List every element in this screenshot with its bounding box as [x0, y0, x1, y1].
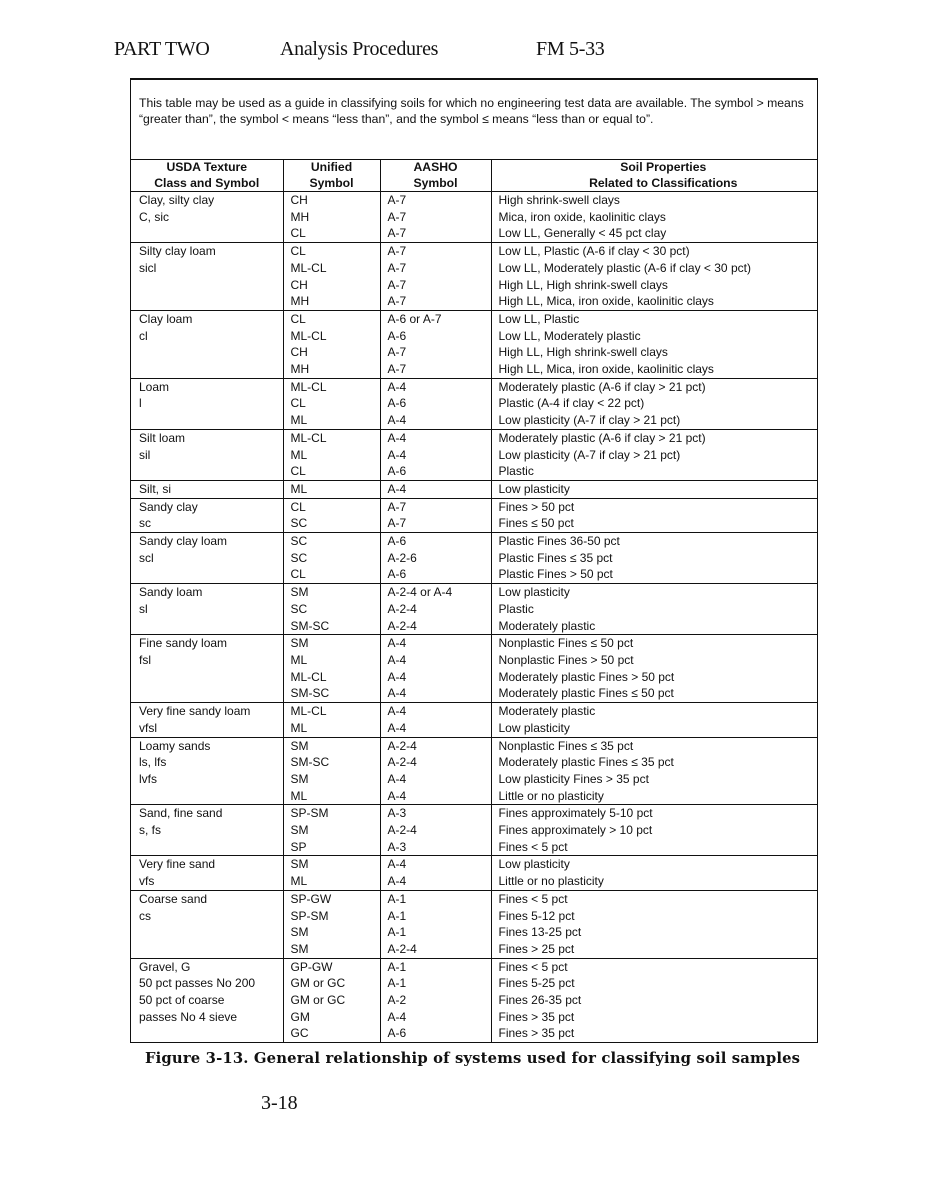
- cell-unified: SM-SC: [283, 618, 380, 635]
- cell-usda: [131, 225, 283, 242]
- cell-usda: Clay, silty clay: [139, 193, 215, 207]
- cell-unified: SM-SC: [283, 754, 380, 771]
- table-row: [131, 225, 817, 242]
- cell-properties: High LL, High shrink-swell clays: [491, 277, 817, 294]
- cell-properties: Nonplastic Fines > 50 pct: [491, 652, 817, 669]
- cell-aasho: A-2-4: [380, 822, 491, 839]
- cell-aasho: A-7: [380, 361, 491, 378]
- cell-usda: [131, 361, 283, 378]
- table-row: [131, 584, 817, 601]
- cell-aasho: A-4: [380, 652, 491, 669]
- cell-properties: Plastic Fines ≤ 35 pct: [491, 550, 817, 567]
- cell-usda: passes No 4 sieve: [139, 1009, 238, 1024]
- cell-usda: C, sic: [139, 209, 169, 224]
- cell-properties: Low plasticity Fines > 35 pct: [491, 771, 817, 788]
- table-row: [131, 635, 817, 652]
- cell-aasho: A-6 or A-7: [380, 310, 491, 327]
- cell-unified: CL: [283, 566, 380, 583]
- table-row: [131, 277, 817, 294]
- cell-properties: Moderately plastic: [491, 618, 817, 635]
- cell-unified: SM-SC: [283, 685, 380, 702]
- cell-unified: SC: [283, 550, 380, 567]
- cell-properties: Fines > 50 pct: [491, 498, 817, 515]
- cell-properties: Fines < 5 pct: [491, 958, 817, 975]
- cell-aasho: A-4: [380, 873, 491, 890]
- cell-unified: ML: [283, 652, 380, 669]
- cell-unified: CL: [283, 498, 380, 515]
- cell-usda: sil: [139, 447, 151, 462]
- cell-usda: Gravel, G: [131, 958, 283, 975]
- table-row: [131, 924, 817, 941]
- table-row: [131, 260, 817, 277]
- cell-aasho: A-6: [380, 566, 491, 583]
- header-part: PART TWO: [114, 38, 210, 60]
- cell-unified: ML: [283, 412, 380, 429]
- cell-usda: Sand, fine sand: [131, 805, 283, 822]
- cell-properties: Low LL, Plastic: [491, 310, 817, 327]
- cell-usda: [131, 788, 283, 805]
- cell-properties: Fines approximately 5-10 pct: [491, 805, 817, 822]
- table-row: [131, 685, 817, 702]
- table-row: [131, 975, 817, 992]
- column-header-aasho: AASHO Symbol: [380, 160, 491, 192]
- cell-properties: Moderately plastic Fines ≤ 50 pct: [491, 685, 817, 702]
- table-row: [131, 480, 817, 498]
- cell-usda: Sandy loam: [131, 584, 283, 601]
- cell-unified: ML: [283, 788, 380, 805]
- table-row: [131, 941, 817, 958]
- cell-aasho: A-7: [380, 209, 491, 226]
- page-number: 3-18: [261, 1092, 298, 1114]
- cell-unified: ML-CL: [283, 378, 380, 395]
- table-row: [131, 550, 817, 567]
- table-row: [131, 720, 817, 737]
- cell-usda: [131, 685, 283, 702]
- cell-usda: [131, 463, 283, 480]
- cell-aasho: A-1: [380, 890, 491, 907]
- cell-usda: [131, 293, 283, 310]
- cell-properties: Fines 13-25 pct: [491, 924, 817, 941]
- cell-unified: GM or GC: [283, 992, 380, 1009]
- cell-properties: Low plasticity: [491, 584, 817, 601]
- cell-unified: ML: [283, 720, 380, 737]
- cell-unified: SM: [283, 924, 380, 941]
- cell-usda: cl: [139, 328, 148, 343]
- cell-aasho: A-7: [380, 515, 491, 532]
- column-header-usda: USDA Texture Class and Symbol: [131, 160, 283, 192]
- table-row: [131, 378, 817, 395]
- cell-unified: CL: [283, 310, 380, 327]
- cell-properties: Nonplastic Fines ≤ 35 pct: [491, 737, 817, 754]
- cell-aasho: A-2-4: [380, 941, 491, 958]
- table-row: [131, 209, 817, 226]
- header-manual: FM 5-33: [536, 38, 605, 60]
- table-row: [131, 344, 817, 361]
- table-row: [131, 361, 817, 378]
- table-row: [131, 652, 817, 669]
- cell-unified: SC: [283, 515, 380, 532]
- table-row: [131, 703, 817, 720]
- cell-unified: MH: [283, 361, 380, 378]
- cell-unified: ML: [283, 447, 380, 464]
- cell-usda: Loam: [131, 378, 283, 395]
- column-header-properties: Soil Properties Related to Classifications: [491, 160, 817, 192]
- table-row: [131, 429, 817, 446]
- cell-properties: Fines 26-35 pct: [491, 992, 817, 1009]
- table-row: [131, 839, 817, 856]
- cell-properties: Mica, iron oxide, kaolinitic clays: [491, 209, 817, 226]
- cell-usda: sicl: [139, 260, 157, 275]
- cell-properties: Moderately plastic Fines ≤ 35 pct: [491, 754, 817, 771]
- cell-properties: Low plasticity (A-7 if clay > 21 pct): [491, 412, 817, 429]
- table-row: [131, 805, 817, 822]
- cell-properties: High LL, Mica, iron oxide, kaolinitic clays: [491, 361, 817, 378]
- cell-unified: SP: [283, 839, 380, 856]
- cell-aasho: A-7: [380, 293, 491, 310]
- table-row: [131, 856, 817, 873]
- cell-usda: fsl: [139, 652, 151, 667]
- cell-aasho: A-3: [380, 839, 491, 856]
- cell-properties: Fines > 35 pct: [491, 1009, 817, 1026]
- cell-unified: CL: [283, 463, 380, 480]
- cell-aasho: A-2-6: [380, 550, 491, 567]
- cell-aasho: A-4: [380, 1009, 491, 1026]
- table-row: [131, 395, 817, 412]
- table-row: [131, 908, 817, 925]
- table-row: [131, 192, 817, 209]
- cell-usda: [131, 941, 283, 958]
- cell-properties: Plastic: [491, 601, 817, 618]
- cell-unified: CH: [283, 192, 380, 209]
- cell-aasho: A-7: [380, 225, 491, 242]
- cell-aasho: A-2-4: [380, 618, 491, 635]
- cell-usda: Fine sandy loam: [131, 635, 283, 652]
- figure-caption: Figure 3-13. General relationship of systems used for classifying soil samples: [145, 1050, 801, 1067]
- cell-aasho: A-2: [380, 992, 491, 1009]
- table-row: [131, 890, 817, 907]
- cell-aasho: A-6: [380, 1025, 491, 1042]
- cell-aasho: A-3: [380, 805, 491, 822]
- cell-unified: SM: [283, 771, 380, 788]
- cell-usda: 50 pct of coarse: [139, 993, 225, 1008]
- table-row: [131, 293, 817, 310]
- cell-unified: SC: [283, 533, 380, 550]
- cell-properties: Moderately plastic Fines > 50 pct: [491, 669, 817, 686]
- cell-usda: scl: [139, 550, 154, 565]
- table-row: [131, 515, 817, 532]
- soil-classification-figure: [130, 78, 818, 1043]
- cell-usda: Sandy clay: [131, 498, 283, 515]
- cell-properties: High shrink-swell clays: [491, 192, 817, 209]
- cell-aasho: A-7: [380, 498, 491, 515]
- cell-unified: ML-CL: [283, 260, 380, 277]
- table-body: [131, 192, 817, 1043]
- cell-properties: Low plasticity: [491, 856, 817, 873]
- cell-aasho: A-1: [380, 958, 491, 975]
- table-row: [131, 463, 817, 480]
- table-row: [131, 1025, 817, 1042]
- cell-aasho: A-7: [380, 344, 491, 361]
- cell-usda: Loamy sands: [131, 737, 283, 754]
- table-row: [131, 873, 817, 890]
- cell-properties: Fines ≤ 50 pct: [491, 515, 817, 532]
- table-row: [131, 533, 817, 550]
- table-row: [131, 618, 817, 635]
- cell-aasho: A-1: [380, 924, 491, 941]
- cell-properties: High LL, High shrink-swell clays: [491, 344, 817, 361]
- cell-unified: SM: [283, 822, 380, 839]
- table-row: [131, 754, 817, 771]
- cell-aasho: A-2-4 or A-4: [380, 584, 491, 601]
- cell-aasho: A-2-4: [380, 737, 491, 754]
- cell-aasho: A-4: [380, 635, 491, 652]
- cell-unified: GM or GC: [283, 975, 380, 992]
- cell-properties: Moderately plastic (A-6 if clay > 21 pct): [491, 429, 817, 446]
- cell-usda: [131, 344, 283, 361]
- cell-properties: Low plasticity: [491, 720, 817, 737]
- cell-unified: CL: [283, 395, 380, 412]
- cell-aasho: A-4: [380, 685, 491, 702]
- cell-usda: ls, lfs: [139, 755, 167, 770]
- cell-aasho: A-1: [380, 908, 491, 925]
- cell-aasho: A-4: [380, 720, 491, 737]
- cell-unified: ML-CL: [283, 328, 380, 345]
- cell-aasho: A-4: [380, 856, 491, 873]
- cell-unified: CH: [283, 277, 380, 294]
- cell-unified: ML: [283, 480, 380, 498]
- cell-usda: vfsl: [139, 720, 157, 735]
- cell-properties: Low plasticity: [491, 480, 817, 498]
- cell-properties: Nonplastic Fines ≤ 50 pct: [491, 635, 817, 652]
- table-row: [131, 788, 817, 805]
- cell-usda: Very fine sand: [131, 856, 283, 873]
- cell-unified: ML-CL: [283, 669, 380, 686]
- cell-properties: Little or no plasticity: [491, 873, 817, 890]
- cell-aasho: A-4: [380, 703, 491, 720]
- cell-aasho: A-4: [380, 669, 491, 686]
- cell-usda: s, fs: [139, 823, 162, 838]
- cell-aasho: A-1: [380, 975, 491, 992]
- cell-usda: [131, 924, 283, 941]
- cell-properties: Plastic Fines > 50 pct: [491, 566, 817, 583]
- table-row: [131, 310, 817, 327]
- cell-properties: Fines > 35 pct: [491, 1025, 817, 1042]
- soil-classification-table: [131, 160, 817, 1042]
- cell-properties: Plastic Fines 36-50 pct: [491, 533, 817, 550]
- table-row: [131, 412, 817, 429]
- cell-unified: ML-CL: [283, 703, 380, 720]
- table-row: [131, 566, 817, 583]
- table-row: [131, 958, 817, 975]
- cell-usda: [131, 839, 283, 856]
- table-row: [131, 1009, 817, 1026]
- table-row: [131, 771, 817, 788]
- cell-aasho: A-4: [380, 788, 491, 805]
- cell-properties: Low LL, Moderately plastic: [491, 328, 817, 345]
- table-row: [131, 737, 817, 754]
- cell-aasho: A-4: [380, 412, 491, 429]
- cell-usda: [131, 412, 283, 429]
- table-row: [131, 992, 817, 1009]
- cell-unified: GM: [283, 1009, 380, 1026]
- cell-properties: Moderately plastic: [491, 703, 817, 720]
- cell-usda: vfs: [139, 874, 155, 889]
- table-row: [131, 328, 817, 345]
- table-row: [131, 498, 817, 515]
- cell-unified: GC: [283, 1025, 380, 1042]
- cell-usda: sc: [139, 516, 151, 531]
- cell-properties: Fines 5-12 pct: [491, 908, 817, 925]
- cell-usda: Silty clay loam: [131, 243, 283, 260]
- cell-unified: SM: [283, 635, 380, 652]
- cell-aasho: A-6: [380, 463, 491, 480]
- cell-usda: Clay loam: [131, 310, 283, 327]
- cell-usda: Coarse sand: [131, 890, 283, 907]
- table-row: [131, 447, 817, 464]
- cell-unified: MH: [283, 293, 380, 310]
- cell-unified: CH: [283, 344, 380, 361]
- table-row: [131, 243, 817, 260]
- cell-aasho: A-4: [380, 378, 491, 395]
- cell-aasho: A-4: [380, 429, 491, 446]
- cell-usda: Silt, si: [131, 480, 283, 498]
- cell-usda: 50 pct passes No 200: [139, 976, 256, 991]
- table-row: [131, 669, 817, 686]
- cell-usda: [131, 618, 283, 635]
- cell-properties: Low LL, Moderately plastic (A-6 if clay < 30 pct): [491, 260, 817, 277]
- cell-aasho: A-2-4: [380, 754, 491, 771]
- cell-aasho: A-7: [380, 192, 491, 209]
- cell-usda: l: [139, 396, 142, 411]
- cell-unified: SM: [283, 584, 380, 601]
- cell-properties: Low LL, Generally < 45 pct clay: [491, 225, 817, 242]
- cell-unified: SM: [283, 737, 380, 754]
- cell-aasho: A-6: [380, 533, 491, 550]
- cell-aasho: A-4: [380, 447, 491, 464]
- cell-unified: SM: [283, 941, 380, 958]
- cell-usda: sl: [139, 601, 148, 616]
- cell-unified: SC: [283, 601, 380, 618]
- cell-properties: Fines < 5 pct: [491, 839, 817, 856]
- cell-properties: Low LL, Plastic (A-6 if clay < 30 pct): [491, 243, 817, 260]
- cell-aasho: A-7: [380, 243, 491, 260]
- cell-usda: [131, 566, 283, 583]
- cell-properties: Fines < 5 pct: [491, 890, 817, 907]
- header-section: Analysis Procedures: [280, 38, 439, 60]
- cell-properties: Fines approximately > 10 pct: [491, 822, 817, 839]
- cell-usda: Silt loam: [131, 429, 283, 446]
- cell-aasho: A-6: [380, 395, 491, 412]
- table-row: [131, 601, 817, 618]
- cell-usda: [131, 277, 283, 294]
- cell-properties: Plastic (A-4 if clay < 22 pct): [491, 395, 817, 412]
- cell-unified: GP-GW: [283, 958, 380, 975]
- cell-unified: CL: [283, 225, 380, 242]
- cell-properties: Moderately plastic (A-6 if clay > 21 pct): [491, 378, 817, 395]
- cell-unified: SP-SM: [283, 805, 380, 822]
- cell-usda: lvfs: [139, 771, 157, 786]
- cell-aasho: A-4: [380, 771, 491, 788]
- cell-usda: cs: [139, 908, 151, 923]
- cell-usda: Very fine sandy loam: [131, 703, 283, 720]
- cell-unified: ML-CL: [283, 429, 380, 446]
- cell-aasho: A-7: [380, 277, 491, 294]
- cell-aasho: A-7: [380, 260, 491, 277]
- table-header-row: [131, 160, 817, 192]
- cell-properties: Little or no plasticity: [491, 788, 817, 805]
- cell-properties: Fines 5-25 pct: [491, 975, 817, 992]
- cell-aasho: A-6: [380, 328, 491, 345]
- cell-unified: ML: [283, 873, 380, 890]
- cell-usda: [131, 1025, 283, 1042]
- cell-properties: Fines > 25 pct: [491, 941, 817, 958]
- column-header-unified: Unified Symbol: [283, 160, 380, 192]
- cell-properties: Low plasticity (A-7 if clay > 21 pct): [491, 447, 817, 464]
- intro-note: This table may be used as a guide in classifying soils for which no engineering test data are available. The symbol > means “greater than”, the symbol < means “less than”, and the symbol ≤ means “less than or equal to”.: [131, 80, 817, 160]
- cell-properties: Plastic: [491, 463, 817, 480]
- cell-properties: High LL, Mica, iron oxide, kaolinitic clays: [491, 293, 817, 310]
- cell-unified: SP-SM: [283, 908, 380, 925]
- cell-aasho: A-2-4: [380, 601, 491, 618]
- cell-usda: Sandy clay loam: [131, 533, 283, 550]
- cell-usda: [131, 669, 283, 686]
- table-row: [131, 822, 817, 839]
- cell-unified: MH: [283, 209, 380, 226]
- cell-aasho: A-4: [380, 480, 491, 498]
- cell-unified: CL: [283, 243, 380, 260]
- cell-unified: SM: [283, 856, 380, 873]
- cell-unified: SP-GW: [283, 890, 380, 907]
